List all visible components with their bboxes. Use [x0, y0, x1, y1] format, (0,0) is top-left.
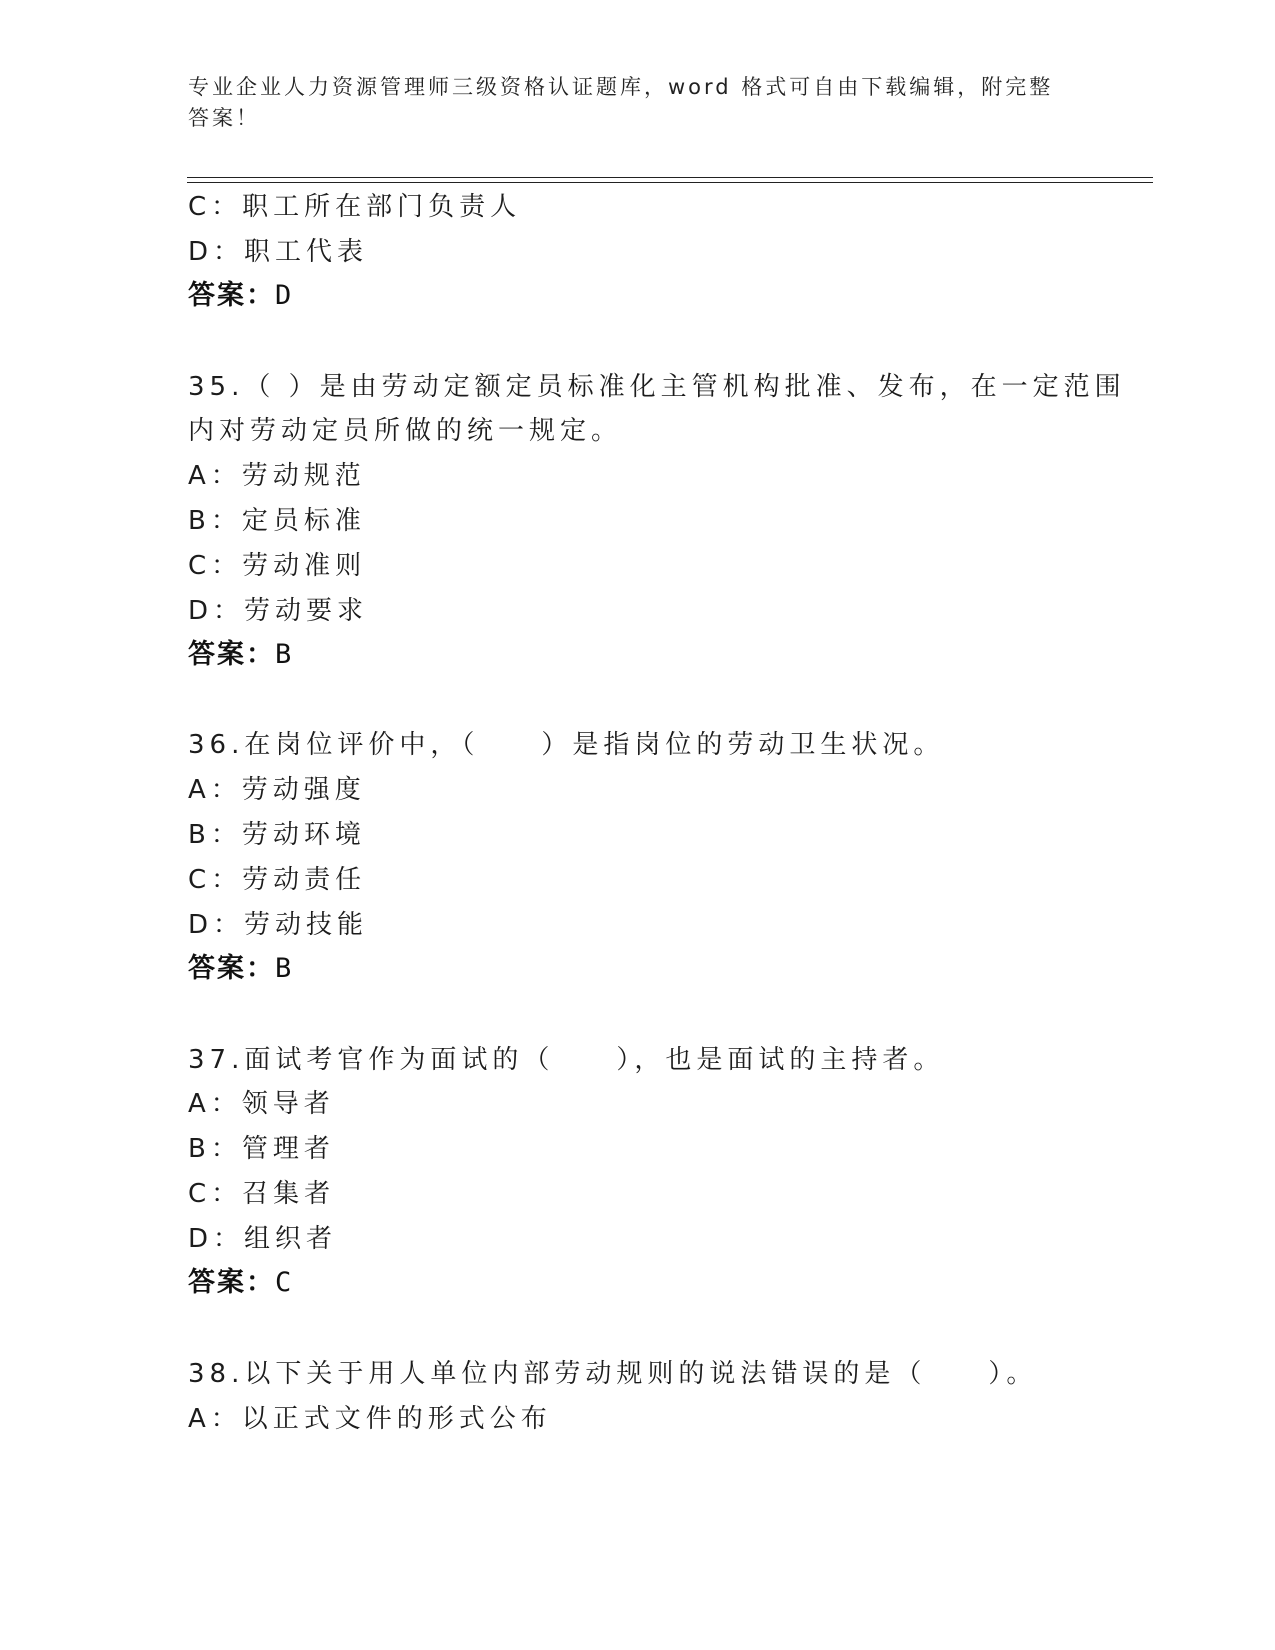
question-36-answer [188, 954, 291, 984]
answer-value: D [275, 280, 292, 311]
question-36-option-c: C：劳动责任 [188, 865, 367, 895]
question-35-option-c: C：劳动准则 [188, 551, 367, 581]
question-37-line-1: 37.面试考官作为面试的（ ），也是面试的主持者。 [188, 1045, 945, 1075]
question-37-option-b: B：管理者 [188, 1134, 335, 1164]
question-38-line-1: 38.以下关于用人单位内部劳动规则的说法错误的是（ ）。 [188, 1359, 1038, 1389]
question-35-option-d: D：劳动要求 [188, 596, 369, 626]
question-36-option-b: B：劳动环境 [188, 820, 366, 850]
answer-label: 答案： [188, 639, 275, 670]
option-c: C：职工所在部门负责人 [188, 192, 522, 222]
answer-label: 答案： [188, 1267, 275, 1298]
header-line-1: 专业企业人力资源管理师三级资格认证题库，word 格式可自由下载编辑，附完整 [188, 75, 1054, 99]
answer-label: 答案： [188, 280, 275, 311]
header-divider-bottom [187, 182, 1153, 183]
question-35-option-a: A：劳动规范 [188, 461, 366, 491]
question-35-line-2: 内对劳动定员所做的统一规定。 [188, 416, 623, 446]
option-d: D：职工代表 [188, 237, 369, 267]
question-37-answer [188, 1268, 291, 1298]
question-37-option-d: D：组织者 [188, 1224, 338, 1254]
question-37-option-a: A：领导者 [188, 1089, 335, 1119]
question-35-line-1: 35.（ ）是由劳动定额定员标准化主管机构批准、发布，在一定范围 [188, 372, 1126, 402]
answer-value: C [275, 1267, 292, 1298]
question-37-option-c: C：召集者 [188, 1179, 336, 1209]
question-36-option-a: A：劳动强度 [188, 775, 366, 805]
answer-line [188, 281, 291, 311]
page-header [188, 72, 1068, 134]
question-38-option-a: A：以正式文件的形式公布 [188, 1404, 552, 1434]
question-36-option-d: D：劳动技能 [188, 910, 369, 940]
question-35-option-b: B：定员标准 [188, 506, 366, 536]
header-divider-top [187, 177, 1153, 178]
answer-value: B [275, 953, 292, 984]
answer-value: B [275, 639, 292, 670]
header-line-2: 答案！ [188, 106, 260, 130]
answer-label: 答案： [188, 953, 275, 984]
question-36-line-1: 36.在岗位评价中，（ ）是指岗位的劳动卫生状况。 [188, 730, 945, 760]
question-35-answer [188, 640, 291, 670]
